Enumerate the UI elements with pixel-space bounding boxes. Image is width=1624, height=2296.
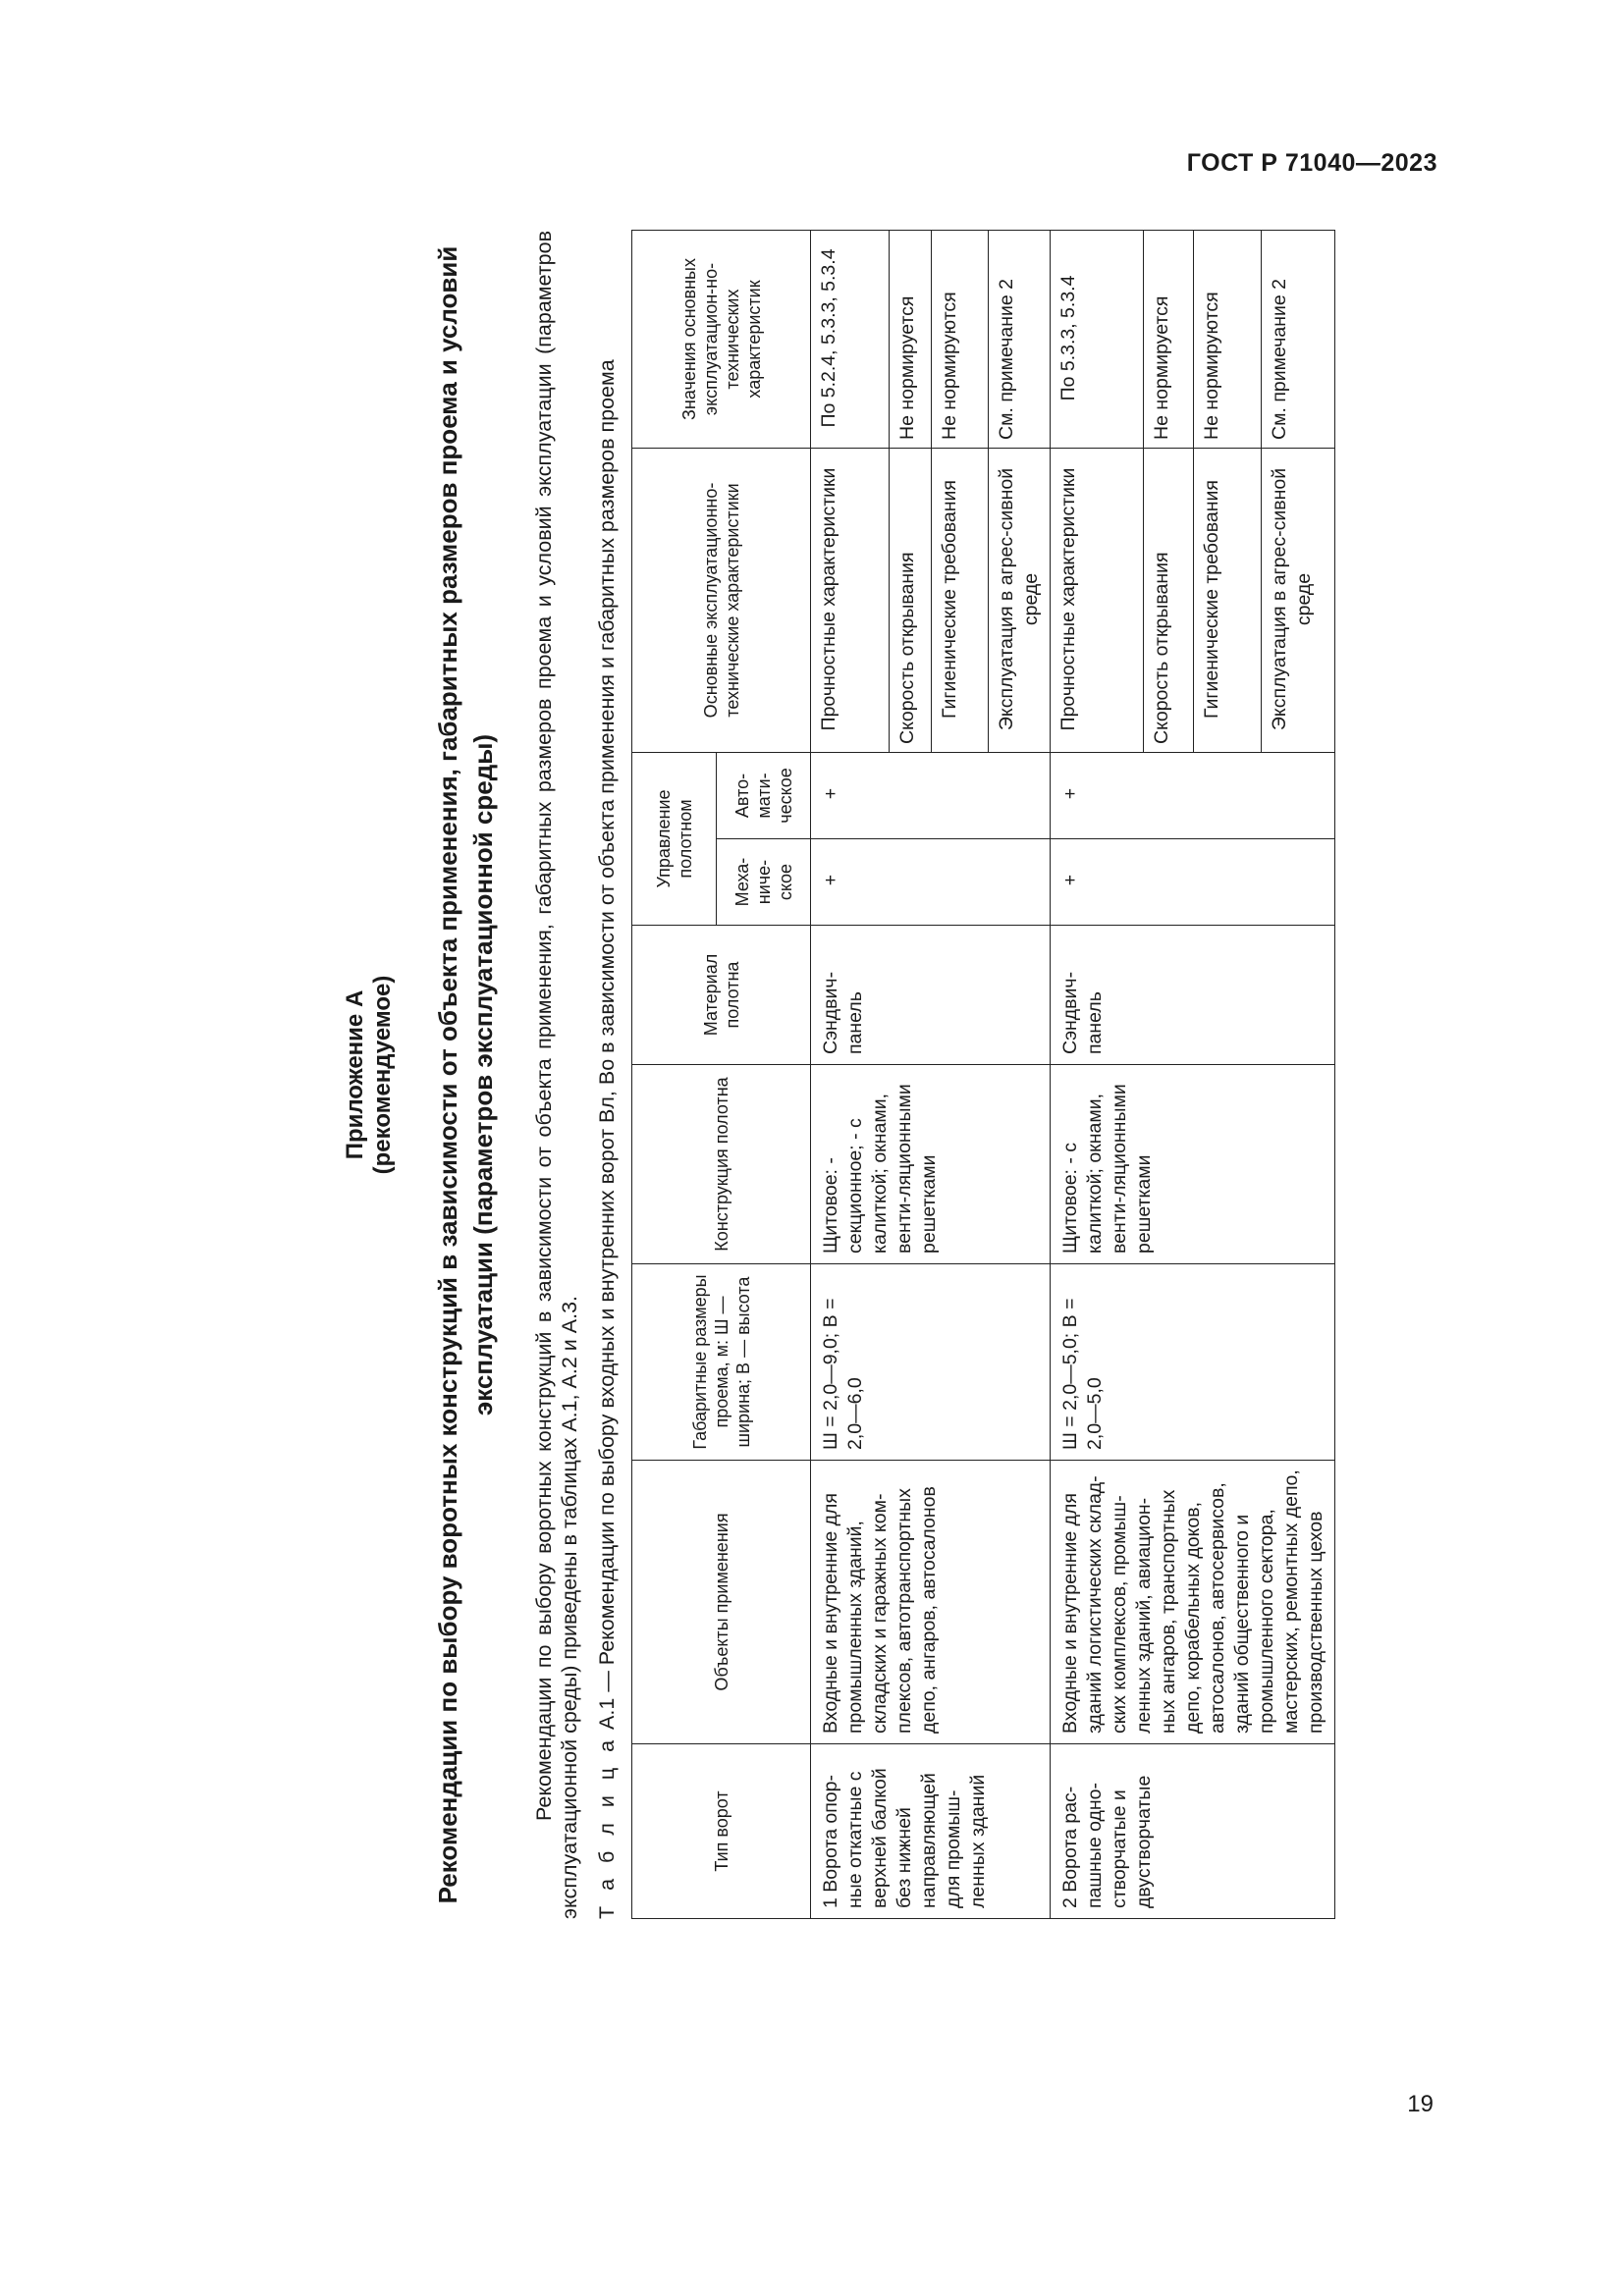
- table-caption-text: — Рекомендации по выбору входных и внутренних ворот Вл, Во в зависимости от объекта применения и габаритных размеров проема: [595, 359, 619, 1692]
- header-construction: Конструкция полотна: [632, 1065, 811, 1264]
- header-gate-type: Тип ворот: [632, 1744, 811, 1919]
- gate-type-cell: 2 Ворота рас-пашные одно-створчатые и двустворчатые: [1051, 1744, 1335, 1919]
- header-control: Управление полотном: [632, 752, 717, 925]
- characteristic-cell: Эксплуатация в агрес-сивной среде: [989, 448, 1051, 752]
- characteristic-cell: Эксплуатация в агрес-сивной среде: [1262, 448, 1335, 752]
- material-cell: Сэндвич-панель: [811, 926, 1051, 1065]
- main-title-line-1: Рекомендации по выбору воротных конструкций в зависимости от объекта применения, габаритных размеров проема и условий: [433, 245, 462, 1904]
- characteristic-cell: Гигиенические требования: [1194, 448, 1262, 752]
- table-caption-number: А.1: [595, 1697, 619, 1730]
- gate-type-cell: 1 Ворота опор-ные откатные с верхней балкой без нижней направляющей для промыш-ленных зданий: [811, 1744, 1051, 1919]
- construction-cell: Щитовое: - секционное; - с калиткой; окнами, венти-ляционными решетками: [811, 1065, 1051, 1264]
- document-code: ГОСТ Р 71040—2023: [1186, 149, 1437, 177]
- value-cell: Не нормируется: [1144, 230, 1194, 448]
- characteristic-cell: Прочностные характеристики: [811, 448, 890, 752]
- header-objects: Объекты применения: [632, 1461, 811, 1744]
- header-characteristics: Основные эксплуатационно-технические характеристики: [632, 448, 811, 752]
- recommendations-table: [631, 230, 1335, 1919]
- value-cell: См. примечание 2: [1262, 230, 1335, 448]
- table-row: [1051, 230, 1144, 1918]
- characteristic-cell: Прочностные характеристики: [1051, 448, 1144, 752]
- table-caption-prefix: Т а б л и ц а: [595, 1735, 619, 1919]
- objects-cell: Входные и внутренние для зданий логистических склад-ских комплексов, промыш-ленных зданий, авиацион-ных ангаров, транспортных депо, корабельных доков, автосалонов, автосервисов, зданий общественного и промышленного сектора, мастерских, ремонтных депо, производственных цехов: [1051, 1461, 1335, 1744]
- control-automatic-cell: +: [811, 752, 1051, 838]
- control-mechanical-cell: +: [811, 839, 1051, 926]
- appendix-status: (рекомендуемое): [369, 975, 396, 1175]
- header-dimensions: Габаритные размеры проема, м: Ш — ширина; В — высота: [632, 1264, 811, 1461]
- table-row: [811, 230, 890, 1918]
- characteristic-cell: Гигиенические требования: [932, 448, 989, 752]
- header-control-automatic: Авто-мати-ческое: [717, 752, 811, 838]
- header-material: Материал полотна: [632, 926, 811, 1065]
- control-automatic-cell: +: [1051, 752, 1335, 838]
- construction-cell: Щитовое: - с калиткой; окнами, венти-ляционными решетками: [1051, 1065, 1335, 1264]
- value-cell: По 5.2.4, 5.3.3, 5.3.4: [811, 230, 890, 448]
- appendix-heading: [342, 231, 397, 1919]
- value-cell: Не нормируется: [890, 230, 932, 448]
- header-control-mechanical: Меха-ниче-ское: [717, 839, 811, 926]
- dimensions-cell: Ш = 2,0—9,0; В = 2,0—6,0: [811, 1264, 1051, 1461]
- value-cell: Не нормируются: [1194, 230, 1262, 448]
- intro-paragraph: Рекомендации по выбору воротных конструкций в зависимости от объекта применения, габаритных размеров проема и условий эксплуатации (параметров эксплуатационной среды) приведены в таблицах А.1, А.2 и А.3.: [532, 231, 581, 1919]
- value-cell: См. примечание 2: [989, 230, 1051, 448]
- page-number: 19: [1407, 2091, 1434, 2117]
- material-cell: Сэндвич-панель: [1051, 926, 1335, 1065]
- rotated-content: [204, 231, 1326, 1919]
- characteristic-cell: Скорость открывания: [890, 448, 932, 752]
- main-title: [430, 231, 501, 1919]
- appendix-title: Приложение А: [342, 989, 368, 1160]
- header-values: Значения основных эксплуатацион-но-технических характеристик: [632, 230, 811, 448]
- control-mechanical-cell: +: [1051, 839, 1335, 926]
- value-cell: Не нормируются: [932, 230, 989, 448]
- characteristic-cell: Скорость открывания: [1144, 448, 1194, 752]
- main-title-line-2: эксплуатации (параметров эксплуатационной среды): [468, 733, 498, 1416]
- value-cell: По 5.3.3, 5.3.4: [1051, 230, 1144, 448]
- dimensions-cell: Ш = 2,0—5,0; В = 2,0—5,0: [1051, 1264, 1335, 1461]
- table-caption: [595, 231, 620, 1919]
- objects-cell: Входные и внутренние для промышленных зданий, складских и гаражных ком-плексов, автотранспортных депо, ангаров, автосалонов: [811, 1461, 1051, 1744]
